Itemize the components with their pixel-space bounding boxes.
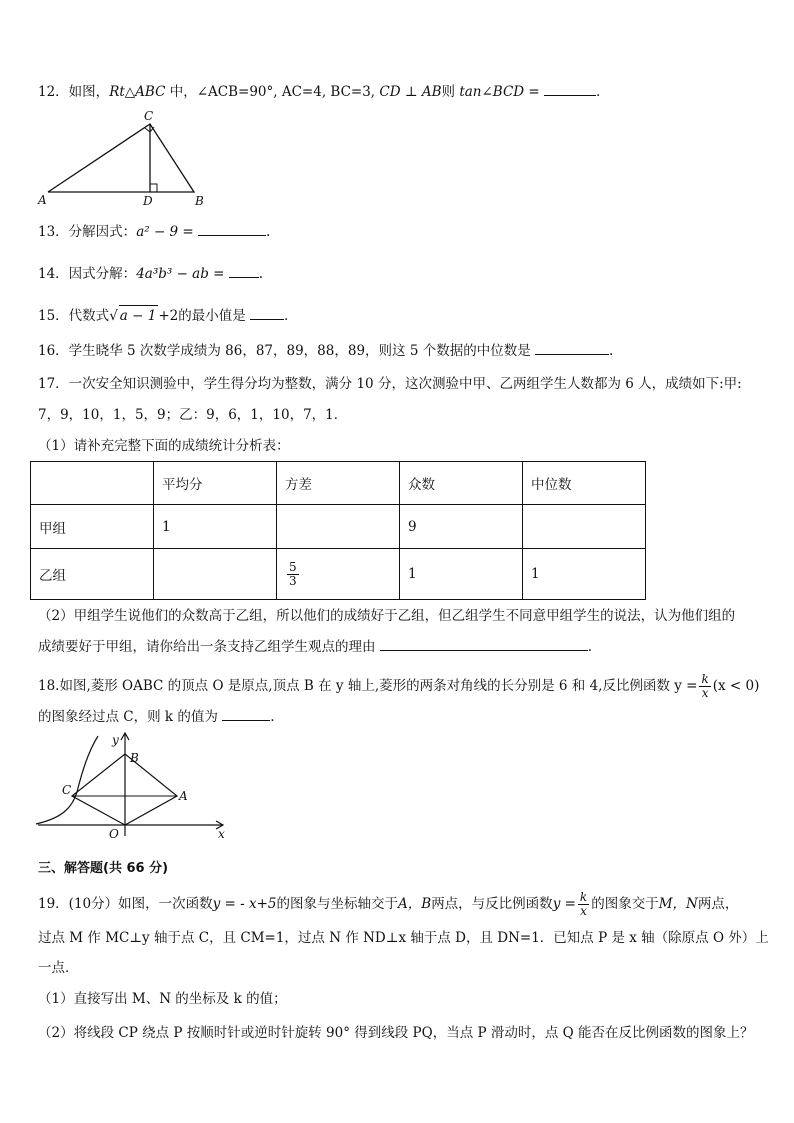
triangle-outline [48, 124, 194, 192]
q19-line3: 一点． [38, 960, 79, 976]
table-row [31, 549, 646, 600]
answer-blank[interactable] [229, 264, 259, 278]
q12-number: 12．如图， [38, 84, 110, 100]
q13-expression: a² − 9 = [136, 224, 194, 240]
variance-fraction [287, 561, 299, 588]
q17-part2-text: 成绩要好于甲组，请你给出一条支持乙组学生观点的理由 [38, 639, 376, 655]
fraction-denominator: x [701, 686, 709, 700]
q18-text: 18.如图,菱形 OABC 的顶点 O 是原点,顶点 B 在 y 轴上,菱形的两条对角线的长分别是 6 和 4,反比例函数 y = [38, 678, 698, 694]
answer-blank[interactable] [380, 637, 588, 651]
q17-part2-line2 [38, 637, 592, 657]
score-table [30, 461, 646, 600]
table-header-cell: 方差 [277, 462, 400, 505]
q19-fraction [578, 891, 589, 918]
label-c: C [144, 109, 154, 123]
q12-conditions: 中，∠ACB=90°, AC=4, BC=3, [165, 84, 376, 100]
q18-fraction [699, 673, 710, 700]
q19-text: 的图象交于 [591, 896, 659, 912]
answer-blank[interactable] [250, 306, 284, 320]
q18-line2 [38, 707, 274, 727]
q19-part1: （1）直接写出 M、N 的坐标及 k 的值； [38, 991, 287, 1007]
q17-end: . [587, 639, 593, 655]
q19-text: 19．(10分）如图，一次函数 [38, 896, 213, 912]
q19-part2: （2）将线段 CP 绕点 P 按顺时针或逆时针旋转 90° 得到线段 PQ，当点 P 滑动时，点 Q 能否在反比例函数的图象上？ [38, 1025, 754, 1041]
q14-text: 14．因式分解： [38, 266, 137, 282]
q15-rest: 的最小值是 [178, 308, 246, 324]
table-cell [523, 505, 646, 549]
label-b: B [130, 751, 139, 765]
table-cell: 9 [400, 505, 523, 549]
q19-line2: 过点 M 作 MC⊥y 轴于点 C，且 CM=1，过点 N 作 ND⊥x 轴于点 D，且 DN=1．已知点 P 是 x 轴（除原点 O 外）上 [38, 930, 769, 946]
table-cell [154, 549, 277, 600]
q18-condition: (x < 0) [712, 678, 760, 694]
answer-blank[interactable] [544, 82, 596, 96]
table-header-row [31, 462, 646, 505]
label-o: O [109, 827, 119, 840]
fraction-denominator: 3 [289, 573, 297, 588]
q15-end: . [284, 308, 289, 324]
q14-expression: 4a³b³ − ab = [136, 266, 225, 282]
axis-label-y: y [112, 733, 119, 747]
right-angle-mark-d [150, 184, 157, 192]
q18-line1 [38, 673, 759, 700]
table-cell [277, 505, 400, 549]
q12-triangle: Rt△ABC [109, 84, 166, 100]
answer-blank[interactable] [222, 707, 270, 721]
fraction-numerator: 5 [289, 559, 297, 574]
q12-end: . [596, 84, 601, 100]
label-a: A [38, 193, 47, 207]
q12-tan-expression: tan∠BCD = [459, 84, 540, 100]
q13-end: . [266, 224, 271, 240]
q16-end: . [609, 343, 614, 359]
q15-radicand: a − 1 [119, 305, 159, 326]
q18-end: . [270, 709, 275, 725]
q19-points-mn: M，N [658, 896, 698, 912]
q17-part1: （1）请补充完整下面的成绩统计分析表： [38, 438, 290, 454]
q17-part2-line1: （2）甲组学生说他们的众数高于乙组，所以他们的成绩好于乙组，但乙组学生不同意甲组学生的说法，认为他们组的 [38, 608, 736, 624]
label-c: C [62, 783, 72, 797]
table-header-cell: 中位数 [523, 462, 646, 505]
q12-triangle-figure [32, 108, 222, 208]
q15-plus: +2 [158, 308, 179, 324]
q18-text2: 的图象经过点 C，则 k 的值为 [38, 709, 218, 725]
q15-line [38, 305, 288, 326]
q19-text: 两点， [697, 896, 739, 912]
row-label: 甲组 [31, 505, 154, 549]
q17-line1: 17．一次安全知识测验中，学生得分均为整数，满分 10 分，这次测验中甲、乙两组学生人数都为 6 人，成绩如下:甲: [38, 376, 742, 392]
q19-linear-function: y = - x+5 [212, 896, 277, 912]
q19-line1 [38, 891, 738, 918]
q16-line [38, 341, 613, 361]
q19-text: 的图象与坐标轴交于 [276, 896, 399, 912]
axis-label-x: x [218, 827, 225, 840]
table-cell [277, 549, 400, 600]
q14-end: . [258, 266, 264, 282]
table-cell: 1 [400, 549, 523, 600]
q19-points-ab: A，B [398, 896, 432, 912]
q12-line [38, 82, 600, 102]
table-header-cell: 平均分 [154, 462, 277, 505]
fraction-numerator: k [579, 890, 588, 904]
hyperbola-curve [36, 736, 98, 824]
q12-then: 则 [441, 84, 456, 100]
fraction-denominator: x [580, 904, 587, 918]
row-label: 乙组 [31, 549, 154, 600]
q18-rhombus-figure [32, 732, 232, 840]
table-header-cell: 众数 [400, 462, 523, 505]
q17-line2: 7，9，10，1，5，9；乙：9，6，1，10，7，1． [38, 407, 348, 423]
label-b: B [195, 194, 204, 208]
q19-text: 两点，与反比例函数 [431, 896, 553, 912]
q14-line [38, 264, 263, 284]
sqrt-sign: √ [109, 308, 118, 324]
section-title: 三、解答题(共 66 分) [38, 861, 169, 876]
table-cell: 1 [523, 549, 646, 600]
q13-text: 13．分解因式： [38, 224, 137, 240]
table-header-cell [31, 462, 154, 505]
fraction-numerator: k [701, 672, 709, 686]
table-row [31, 505, 646, 549]
label-a: A [179, 789, 188, 803]
q13-line [38, 222, 270, 242]
answer-blank[interactable] [198, 222, 266, 236]
answer-blank[interactable] [535, 341, 609, 355]
q12-perpendicular: CD ⊥ AB [379, 84, 442, 100]
label-d: D [143, 194, 153, 208]
table-cell: 1 [154, 505, 277, 549]
q19-y-equals: y = [552, 896, 576, 912]
q15-text: 15．代数式 [38, 308, 110, 324]
q16-text: 16．学生晓华 5 次数学成绩为 86，87，89，88，89，则这 5 个数据的中位数是 [38, 343, 531, 359]
